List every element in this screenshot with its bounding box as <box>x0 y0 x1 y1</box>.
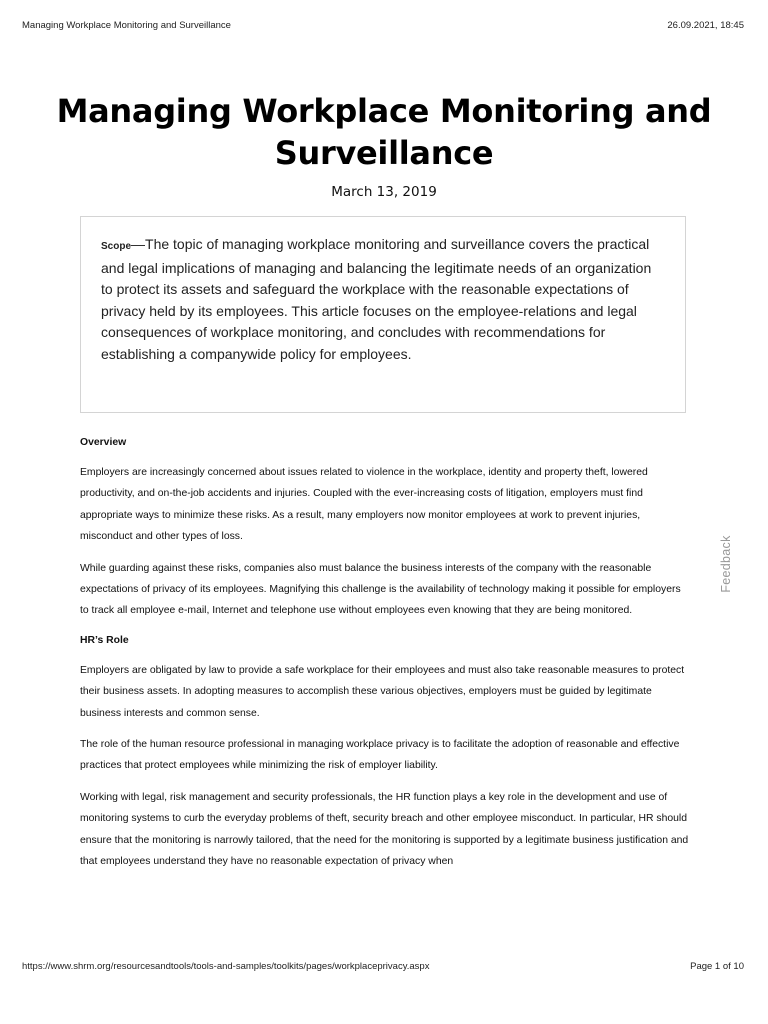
scope-label: Scope <box>101 241 132 252</box>
print-header-timestamp: 26.09.2021, 18:45 <box>667 20 744 31</box>
print-header-title: Managing Workplace Monitoring and Surveillance <box>22 20 231 31</box>
scope-body: —The topic of managing workplace monitoring and surveillance covers the practical and legal implications of managing and balancing the legitimate needs of an organization to protect its assets and safeguard the workplace with the reasonable expectations of privacy held by its employees. This article focuses on the employee-relations and legal consequences of workplace monitoring, and concludes with recommendations for establishing a companywide policy for employees. <box>101 236 652 362</box>
print-header <box>22 20 744 31</box>
paragraph: While guarding against these risks, companies also must balance the business interests of the company with the reasonable expectations of privacy of its employees. Magnifying this challenge is the availability of technology making it possible for employers to track all employee e-mail, Internet and telephone use without employees even knowing that they are being monitored. <box>80 562 681 617</box>
source-url: https://www.shrm.org/resourcesandtools/tools-and-samples/toolkits/pages/workplaceprivacy.aspx <box>22 961 430 972</box>
scope-box <box>80 216 686 413</box>
paragraph: Employers are obligated by law to provide a safe workplace for their employees and must also take reasonable measures to protect their business assets. In adopting measures to accomplish these various objectives, employers must be guided by legitimate business interests and common sense. <box>80 664 685 719</box>
page-title: Managing Workplace Monitoring and Surveillance <box>56 92 712 172</box>
section-heading-overview: Overview <box>80 437 127 448</box>
paragraph: The role of the human resource professional in managing workplace privacy is to facilitate the adoption of reasonable and effective practices that protect employees while minimizing the risk of employer liability. <box>80 739 680 772</box>
print-footer <box>22 961 744 972</box>
feedback-tab[interactable] <box>710 534 742 594</box>
publish-date: March 13, 2019 <box>331 184 437 200</box>
section-heading-hrs-role: HR’s Role <box>80 634 129 646</box>
scope-text <box>101 234 663 365</box>
paragraph: Employers are increasingly concerned about issues related to violence in the workplace, identity and property theft, lowered productivity, and on-the-job accidents and injuries. Coupled with the ever-increasing costs of litigation, employers must find appropriate ways to minimize these risks. As a result, many employers now monitor employees at work to prevent injuries, misconduct and other types of loss. <box>80 467 648 543</box>
page-number: Page 1 of 10 <box>690 961 744 972</box>
feedback-label: Feedback <box>719 535 733 593</box>
article-body <box>80 434 692 883</box>
paragraph: Working with legal, risk management and security professionals, the HR function plays a key role in the development and use of monitoring systems to curb the everyday problems of theft, security breach and other employee misconduct. In particular, HR should ensure that the monitoring is narrowly tailored, that the need for the monitoring is supported by a legitimate business justification and that employees understand they have no reasonable expectation of privacy when <box>80 791 689 868</box>
